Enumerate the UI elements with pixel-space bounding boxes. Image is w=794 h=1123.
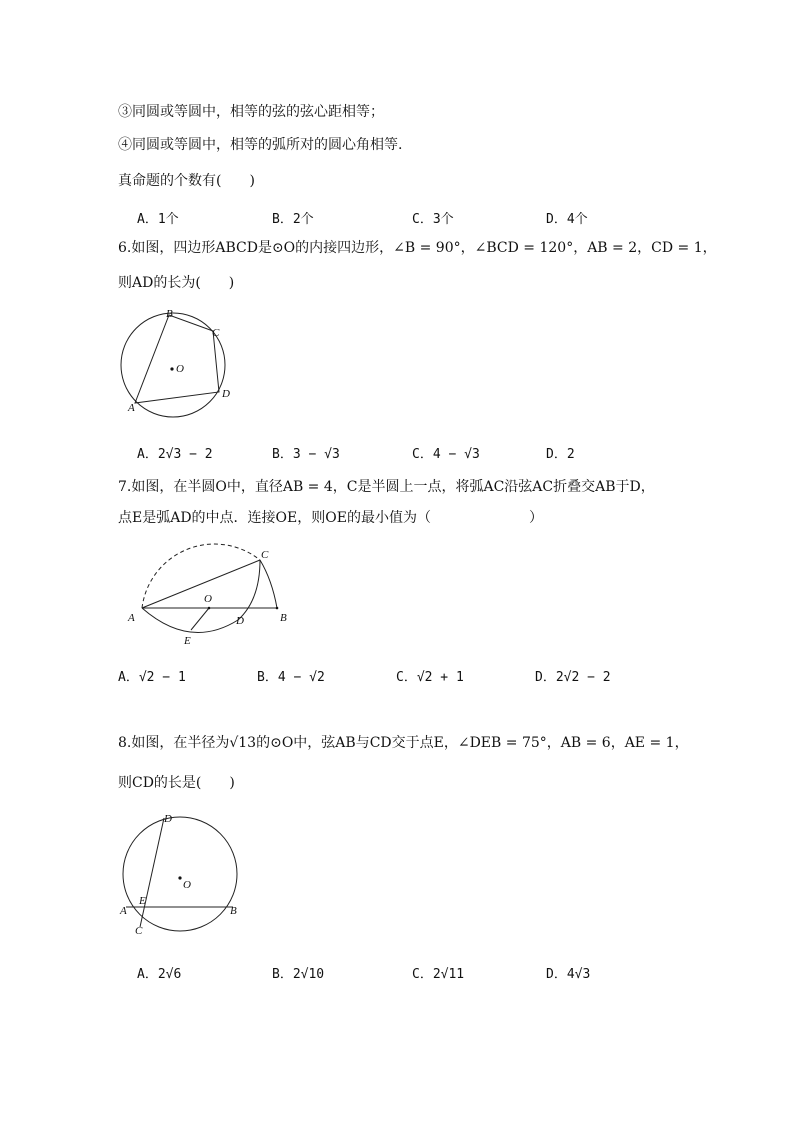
q7-stem-line1: 7.如图，在半圆O中，直径AB = 4，C是半圆上一点，将弧AC沿弦AC折叠交AB于D， xyxy=(118,479,655,495)
q8-stem-line1: 8.如图，在半径为√13的⊙O中，弦AB与CD交于点E，∠DEB = 75°，AB = 6，AE = 1， xyxy=(118,735,689,751)
q6-label-o: O xyxy=(176,363,184,375)
q6-option-c: C．4 − √3 xyxy=(412,447,480,462)
q8-label-o: O xyxy=(183,879,191,891)
q6-stem-line1: 6.如图，四边形ABCD是⊙O的内接四边形，∠B = 90°，∠BCD = 120°，AB = 2，CD = 1， xyxy=(118,240,717,256)
q7-options xyxy=(0,666,794,686)
q8-option-b: B．2√10 xyxy=(272,967,325,982)
q7-label-e: E xyxy=(184,635,191,647)
q6-stem-line2: 则AD的长为( ) xyxy=(118,275,235,291)
q7-label-c: C xyxy=(261,549,269,561)
q6-option-a: A．2√3 − 2 xyxy=(137,447,213,462)
q8-circle xyxy=(123,817,237,931)
q5-option-c: C．3个 xyxy=(412,212,454,227)
q5-option-d: D．4个 xyxy=(546,212,588,227)
q8-option-a: A．2√6 xyxy=(137,967,182,982)
q6-label-c: C xyxy=(212,327,220,339)
q7-label-d: D xyxy=(236,615,244,627)
q6-figure xyxy=(110,305,240,425)
statement-3: ③同圆或等圆中，相等的弦的弦心距相等； xyxy=(118,104,384,120)
q8-figure xyxy=(116,810,246,940)
q6-label-b: B xyxy=(166,308,173,320)
q6-quadrilateral xyxy=(135,315,219,403)
q5-prompt: 真命题的个数有( ) xyxy=(118,173,255,189)
statement-4: ④同圆或等圆中，相等的弧所对的圆心角相等. xyxy=(118,137,403,153)
q7-option-a: A．√2 − 1 xyxy=(118,670,186,685)
q7-option-b: B．4 − √2 xyxy=(257,670,325,685)
q5-options xyxy=(0,208,794,228)
q6-options xyxy=(0,443,794,463)
q8-chord-cd xyxy=(140,818,164,927)
q8-label-a: A xyxy=(120,905,127,917)
q7-point-b xyxy=(276,607,279,610)
q6-option-b: B．3 − √3 xyxy=(272,447,340,462)
q8-option-c: C．2√11 xyxy=(412,967,465,982)
q7-chord-ac xyxy=(142,560,260,608)
q7-label-o: O xyxy=(204,593,212,605)
q6-option-d: D．2 xyxy=(546,447,575,462)
q7-stem-line2: 点E是弧AD的中点．连接OE，则OE的最小值为（ ） xyxy=(118,510,543,526)
q6-label-a: A xyxy=(128,402,135,414)
q8-option-d: D．4√3 xyxy=(546,967,591,982)
q8-center-point xyxy=(178,876,181,879)
q8-label-b: B xyxy=(230,905,237,917)
q7-option-d: D．2√2 − 2 xyxy=(535,670,611,685)
q7-segment-oe xyxy=(191,608,209,630)
q5-option-b: B．2个 xyxy=(272,212,314,227)
q8-label-e: E xyxy=(139,895,146,907)
q8-stem-line2: 则CD的长是( ) xyxy=(118,775,235,791)
q7-label-a: A xyxy=(128,612,135,624)
q7-option-c: C．√2 + 1 xyxy=(396,670,464,685)
q6-label-d: D xyxy=(222,388,230,400)
q7-label-b: B xyxy=(280,612,287,624)
q5-option-a: A．1个 xyxy=(137,212,179,227)
q6-circle xyxy=(121,313,225,417)
q7-dashed-arc xyxy=(142,544,260,608)
q6-center-point xyxy=(170,367,173,370)
q8-label-c: C xyxy=(135,925,143,937)
q7-arc-cb xyxy=(260,560,277,608)
q7-figure xyxy=(120,540,300,650)
q7-point-o xyxy=(208,607,211,610)
q8-options xyxy=(0,963,794,983)
q8-label-d: D xyxy=(164,813,172,825)
